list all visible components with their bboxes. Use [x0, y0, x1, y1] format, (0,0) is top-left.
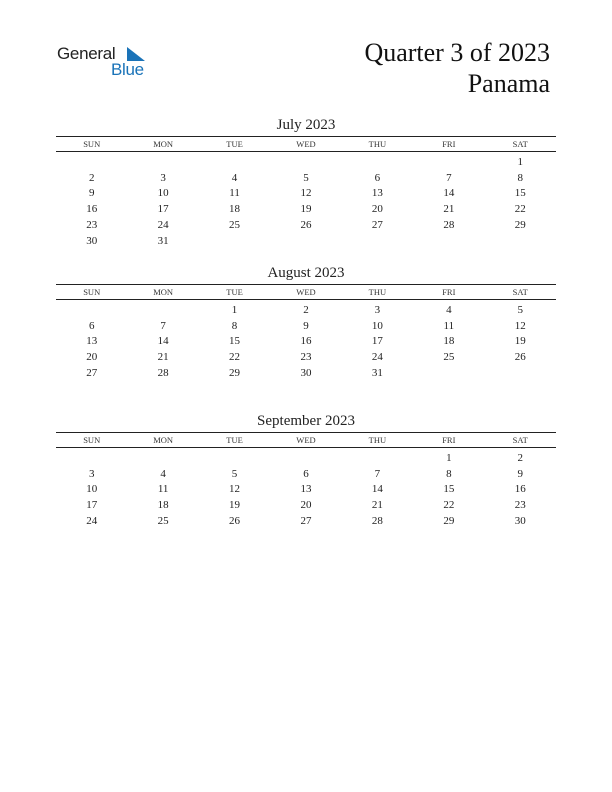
quarter-title: Quarter 3 of 2023: [364, 38, 550, 67]
week-row: [56, 170, 556, 186]
weekday-label: WED: [296, 287, 316, 297]
day-cell: 23: [86, 219, 98, 232]
day-cell: 6: [303, 467, 309, 480]
weekday-label: MON: [153, 139, 174, 149]
day-cell: 25: [443, 351, 455, 364]
day-cell: 27: [371, 219, 383, 232]
day-cell: 10: [371, 319, 383, 332]
day-cell: 23: [514, 499, 526, 512]
day-cell: 5: [517, 303, 523, 316]
day-cell: 9: [303, 319, 309, 332]
day-cell: 11: [229, 187, 240, 200]
day-cell: 2: [88, 171, 95, 184]
day-cell: 20: [300, 499, 312, 512]
country-title: Panama: [467, 69, 550, 98]
day-cell: 5: [303, 171, 309, 184]
week-row: [56, 217, 556, 233]
day-cell: 12: [229, 483, 241, 496]
day-cell: 3: [88, 467, 95, 480]
day-cell: 22: [443, 499, 455, 512]
day-cell: 17: [371, 335, 383, 348]
day-cell: 24: [86, 515, 98, 528]
week-row: [56, 233, 556, 249]
day-cell: 6: [374, 171, 381, 184]
weekday-label: FRI: [442, 139, 456, 149]
day-cell: 18: [229, 203, 241, 216]
day-cell: 18: [443, 335, 455, 348]
day-cell: 13: [300, 483, 312, 496]
logo-word-blue: Blue: [111, 60, 144, 79]
day-cell: 21: [371, 499, 383, 512]
weekday-label: MON: [153, 287, 174, 297]
day-cell: 1: [517, 155, 523, 168]
day-cell: 16: [86, 203, 98, 216]
day-cell: 8: [231, 319, 238, 332]
day-cell: 1: [446, 451, 452, 464]
weekday-label: TUE: [226, 287, 243, 297]
day-cell: 15: [443, 483, 455, 496]
day-cell: 27: [300, 515, 312, 528]
weekday-label: THU: [368, 435, 387, 445]
day-cell: 4: [160, 467, 166, 480]
weekday-header: [56, 284, 556, 300]
day-cell: 23: [300, 351, 312, 364]
weekday-label: SUN: [83, 287, 101, 297]
day-cell: 8: [446, 467, 452, 480]
weekday-label: SUN: [83, 139, 101, 149]
day-cell: 1: [231, 303, 238, 316]
weekday-label: TUE: [226, 435, 243, 445]
week-row: [56, 186, 556, 202]
month-calendar: [56, 412, 556, 529]
day-cell: 4: [446, 303, 452, 316]
week-row: [56, 365, 556, 381]
day-cell: 7: [446, 171, 452, 184]
day-cell: 19: [229, 499, 241, 512]
day-cell: 26: [514, 351, 526, 364]
month-calendar: [56, 116, 556, 249]
weekday-label: SAT: [512, 287, 528, 297]
week-row: [56, 201, 556, 217]
day-cell: 12: [300, 187, 312, 200]
week-row: [56, 318, 556, 334]
day-cell: 13: [371, 187, 383, 200]
day-cell: 28: [443, 219, 455, 232]
logo-triangle-icon: [127, 47, 145, 61]
weekday-label: TUE: [226, 139, 243, 149]
day-cell: 14: [157, 335, 169, 348]
day-cell: 3: [160, 171, 166, 184]
day-cell: 10: [86, 483, 98, 496]
day-cell: 19: [514, 335, 526, 348]
weekday-label: WED: [296, 139, 316, 149]
day-cell: 10: [157, 187, 169, 200]
day-cell: 22: [229, 351, 241, 364]
week-row: [56, 513, 556, 529]
weekday-label: FRI: [442, 287, 456, 297]
week-row: [56, 334, 556, 350]
page-title: [364, 37, 550, 99]
day-cell: 22: [514, 203, 526, 216]
day-cell: 17: [157, 203, 169, 216]
weekday-label: WED: [296, 435, 316, 445]
day-cell: 21: [157, 351, 169, 364]
week-row: [56, 154, 556, 170]
day-cell: 3: [374, 303, 381, 316]
weekday-label: FRI: [442, 435, 456, 445]
day-cell: 13: [86, 335, 98, 348]
day-cell: 16: [514, 483, 526, 496]
weekday-label: SAT: [512, 139, 528, 149]
day-cell: 29: [443, 515, 455, 528]
day-cell: 9: [88, 187, 95, 200]
month-calendar: [56, 264, 556, 381]
day-cell: 14: [371, 483, 383, 496]
weekday-label: THU: [368, 139, 387, 149]
day-cell: 11: [157, 483, 169, 496]
day-cell: 28: [157, 367, 169, 380]
day-cell: 11: [443, 319, 455, 332]
day-cell: 25: [157, 515, 169, 528]
day-cell: 27: [86, 367, 98, 380]
day-cell: 20: [86, 351, 98, 364]
day-cell: 4: [231, 171, 238, 184]
day-cell: 15: [229, 335, 241, 348]
day-cell: 20: [371, 203, 383, 216]
week-row: [56, 497, 556, 513]
day-cell: 30: [86, 234, 98, 247]
day-cell: 14: [443, 187, 455, 200]
day-cell: 26: [300, 219, 312, 232]
day-cell: 9: [517, 467, 523, 480]
day-cell: 15: [514, 187, 526, 200]
day-cell: 16: [300, 335, 312, 348]
logo: [57, 44, 167, 84]
day-cell: 7: [374, 467, 381, 480]
weekday-label: SUN: [83, 435, 101, 445]
day-cell: 2: [517, 451, 523, 464]
day-cell: 29: [229, 367, 241, 380]
logo-word-general: General: [57, 44, 116, 63]
weekday-label: THU: [368, 287, 387, 297]
day-cell: 8: [517, 171, 523, 184]
day-cell: 7: [160, 319, 166, 332]
week-row: [56, 302, 556, 318]
day-cell: 5: [231, 467, 238, 480]
day-cell: 21: [443, 203, 455, 216]
day-cell: 18: [157, 499, 169, 512]
day-cell: 24: [371, 351, 383, 364]
weekday-label: MON: [153, 435, 174, 445]
day-cell: 30: [300, 367, 312, 380]
day-cell: 25: [229, 219, 241, 232]
day-cell: 31: [157, 234, 169, 247]
day-cell: 31: [371, 367, 383, 380]
week-row: [56, 349, 556, 365]
weekday-header: [56, 136, 556, 152]
day-cell: 30: [514, 515, 526, 528]
day-cell: 17: [86, 499, 98, 512]
day-cell: 12: [514, 319, 526, 332]
day-cell: 28: [371, 515, 383, 528]
week-row: [56, 450, 556, 466]
day-cell: 24: [157, 219, 169, 232]
weekday-header: [56, 432, 556, 448]
weekday-label: SAT: [512, 435, 528, 445]
day-cell: 19: [300, 203, 312, 216]
week-row: [56, 466, 556, 482]
month-title: July 2023: [276, 117, 336, 133]
day-cell: 26: [229, 515, 241, 528]
day-cell: 29: [514, 219, 526, 232]
day-cell: 2: [303, 303, 309, 316]
day-cell: 6: [88, 319, 95, 332]
week-row: [56, 482, 556, 498]
month-title: September 2023: [257, 413, 355, 429]
month-title: August 2023: [267, 265, 345, 281]
